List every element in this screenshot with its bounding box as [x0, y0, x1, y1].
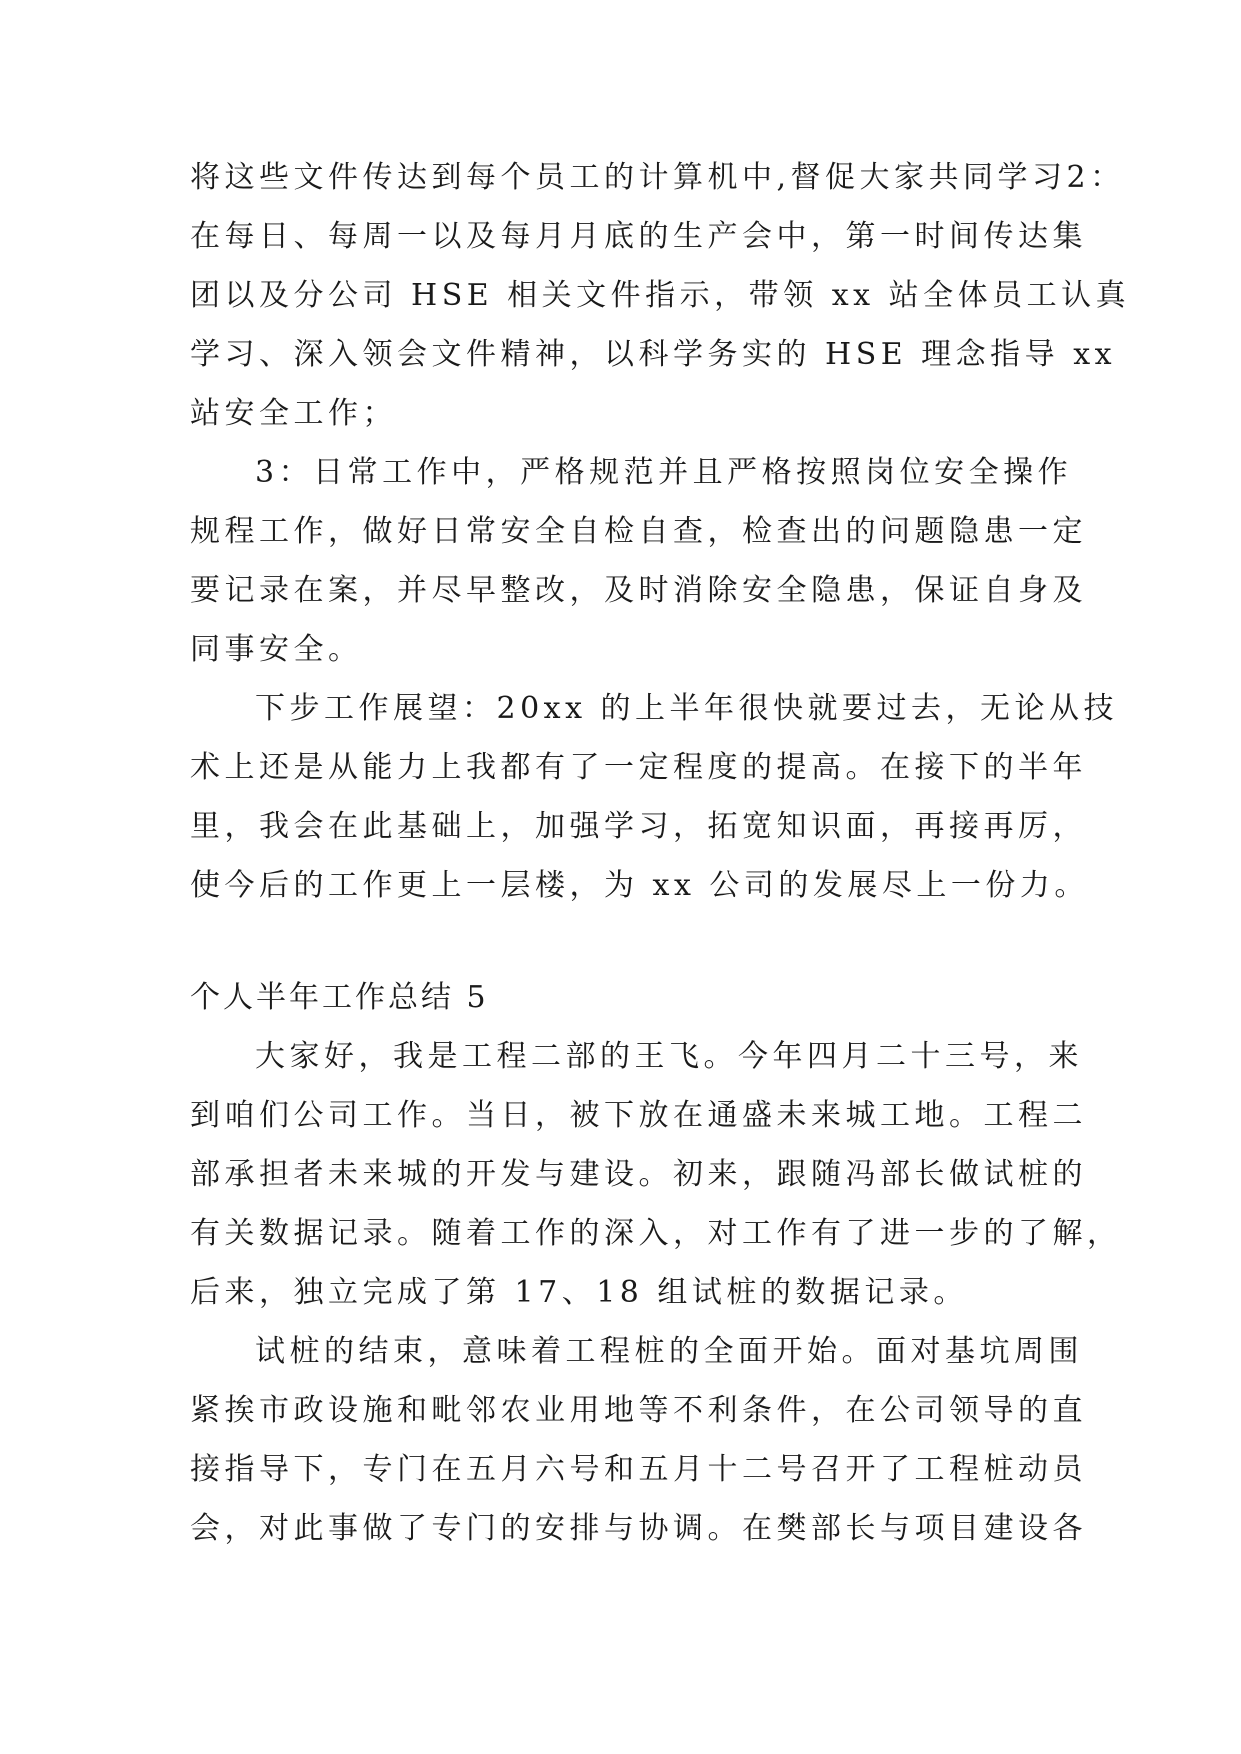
text-line: 接指导下，专门在五月六号和五月十二号召开了工程桩动员: [190, 1452, 1087, 1487]
text-line: 下步工作展望：20xx 的上半年很快就要过去，无论从技: [255, 691, 1119, 726]
text-line: 有关数据记录。随着工作的深入，对工作有了进一步的了解，: [190, 1216, 1122, 1251]
text-line: 要记录在案，并尽早整改，及时消除安全隐患，保证自身及: [190, 573, 1087, 608]
text-line: 里，我会在此基础上，加强学习，拓宽知识面，再接再厉，: [190, 809, 1087, 844]
text-line: 将这些文件传达到每个员工的计算机中,督促大家共同学习2：: [190, 160, 1125, 195]
text-line: 紧挨市政设施和毗邻农业用地等不利条件，在公司领导的直: [190, 1393, 1087, 1428]
text-line: 试桩的结束，意味着工程桩的全面开始。面对基坑周围: [255, 1334, 1083, 1369]
text-line: 规程工作，做好日常安全自检自查，检查出的问题隐患一定: [190, 514, 1087, 549]
text-line: 到咱们公司工作。当日，被下放在通盛未来城工地。工程二: [190, 1098, 1087, 1133]
text-line: 团以及分公司 HSE 相关文件指示，带领 xx 站全体员工认真: [190, 278, 1131, 313]
text-line: 术上还是从能力上我都有了一定程度的提高。在接下的半年: [190, 750, 1087, 785]
section-heading: 个人半年工作总结 5: [190, 980, 489, 1015]
text-line: 使今后的工作更上一层楼，为 xx 公司的发展尽上一份力。: [190, 868, 1089, 903]
text-line: 部承担者未来城的开发与建设。初来，跟随冯部长做试桩的: [190, 1157, 1087, 1192]
text-line: 会，对此事做了专门的安排与协调。在樊部长与项目建设各: [190, 1511, 1087, 1546]
text-line: 3：日常工作中，严格规范并且严格按照岗位安全操作: [255, 455, 1073, 490]
text-line: 在每日、每周一以及每月月底的生产会中，第一时间传达集: [190, 219, 1087, 254]
text-line: 同事安全。: [190, 632, 363, 667]
text-line: 大家好，我是工程二部的王飞。今年四月二十三号，来: [255, 1039, 1083, 1074]
text-line: 后来，独立完成了第 17、18 组试桩的数据记录。: [190, 1275, 968, 1310]
text-line: 站安全工作；: [190, 396, 397, 431]
text-line: 学习、深入领会文件精神，以科学务实的 HSE 理念指导 xx: [190, 337, 1117, 372]
